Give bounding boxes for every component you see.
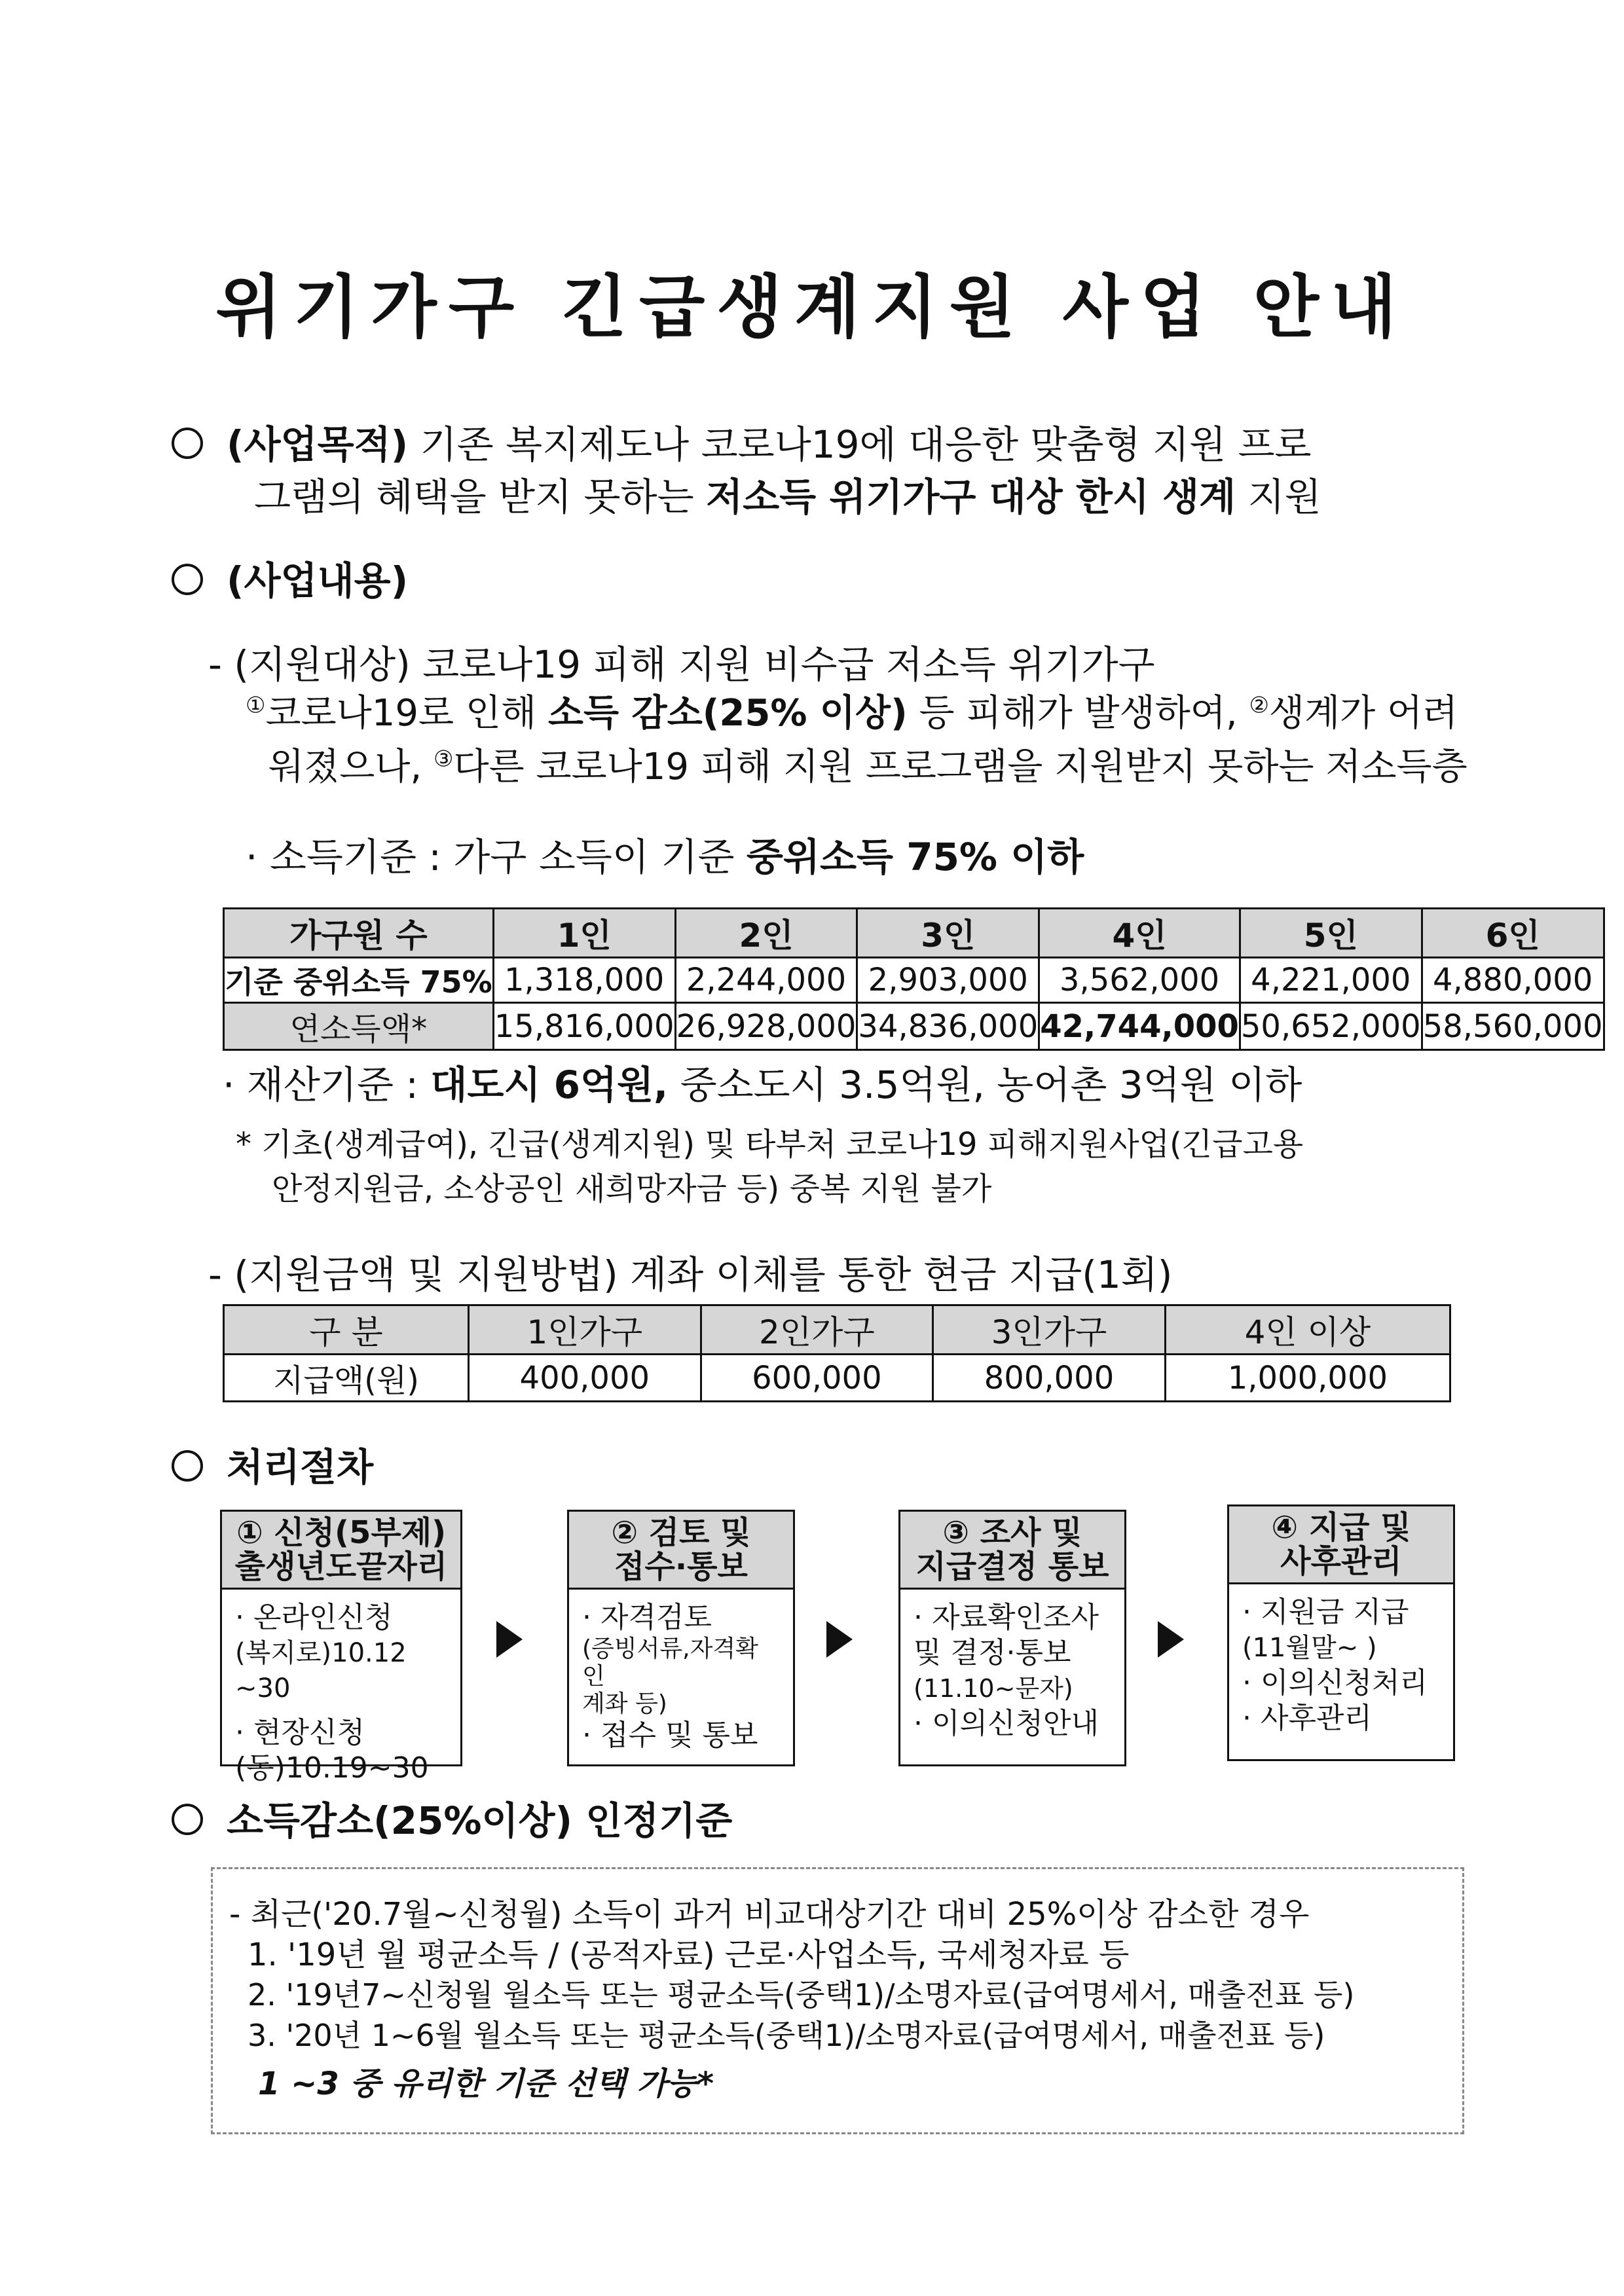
step-body [222, 1590, 460, 1796]
table-cell: 26,928,000 [675, 1003, 857, 1050]
target-text-2b: 다른 코로나19 피해 지원 프로그램을 지원받지 못하는 저소득층 [453, 746, 1467, 788]
amount-table-header [224, 1305, 1450, 1355]
property-text-b: 대도시 6억원, [430, 1063, 669, 1107]
purpose-text-2b: 저소득 위기가구 대상 한시 생계 [706, 475, 1236, 519]
marker-3: ③ [434, 746, 454, 773]
step-item: (복지로)10.12 ~30 [235, 1638, 407, 1704]
step-body [569, 1590, 793, 1764]
table-cell: 50,652,000 [1240, 1003, 1422, 1050]
procedure-step-2 [567, 1510, 795, 1766]
decrease-line-3: 3. '20년 1~6월 월소득 또는 평균소득(중택1)/소명자료(급여명세서, 매출전표 등) [248, 2018, 1325, 2053]
purpose-line-2 [254, 466, 1321, 521]
target-line-2 [268, 745, 1467, 789]
table-cell: 2,903,000 [857, 958, 1039, 1003]
header-cell: 6인 [1422, 909, 1604, 958]
step-header [900, 1512, 1124, 1590]
table-cell: 2,244,000 [675, 958, 857, 1003]
table-row [224, 1355, 1450, 1402]
header-cell: 1인가구 [469, 1305, 701, 1355]
target-text-1c: 등 피해가 발생하여, [907, 692, 1249, 735]
procedure-step-3 [898, 1510, 1126, 1766]
purpose-label: (사업목적) [227, 422, 409, 467]
decrease-line-0: - 최근('20.7월~신청월) 소득이 과거 비교대상기간 대비 25%이상 감소한 경우 [229, 1896, 1310, 1933]
step-item: · 자격검토 [582, 1601, 712, 1634]
table-cell: 3,562,000 [1039, 958, 1240, 1003]
purpose-text-2a: 그램의 혜택을 받지 못하는 [254, 475, 707, 519]
procedure-step-4 [1227, 1504, 1455, 1761]
header-cell: 3인 [857, 909, 1039, 958]
decrease-label: 소득감소(25%이상) 인정기준 [227, 1798, 733, 1843]
step-subtitle: 출생년도끝자리 [234, 1548, 448, 1585]
table-cell: 800,000 [933, 1355, 1166, 1402]
step-item: · 온라인신청 [235, 1601, 393, 1634]
row-label: 기준 중위소득 75% [224, 958, 494, 1003]
target-line-1 [246, 691, 1458, 735]
step-item: · 사후관리 [1242, 1702, 1372, 1735]
purpose-line-1 [172, 414, 1312, 469]
step-item: 계좌 등) [582, 1690, 667, 1717]
header-cell: 4인 [1039, 909, 1240, 958]
income-text-a: · 소득기준 : 가구 소득이 기준 [246, 835, 747, 879]
target-heading: - (지원대상) 코로나19 피해 지원 비수급 저소득 위기가구 [208, 642, 1155, 687]
header-cell: 2인가구 [701, 1305, 933, 1355]
amount-table [223, 1304, 1451, 1402]
decrease-line-1: 1. '19년 월 평균소득 / (공적자료) 근로·사업소득, 국세청자료 등 [248, 1937, 1130, 1973]
note-line-2: 안정지원금, 소상공인 새희망자금 등) 중복 지원 불가 [272, 1171, 992, 1207]
table-row [224, 958, 1604, 1003]
table-cell: 15,816,000 [493, 1003, 675, 1050]
step-header [569, 1512, 793, 1590]
table-cell: 400,000 [469, 1355, 701, 1402]
step-item: · 자료확인조사 [913, 1601, 1099, 1634]
property-criteria [223, 1054, 1302, 1109]
header-cell: 구 분 [224, 1305, 469, 1355]
step-header [1229, 1506, 1453, 1584]
circle-bullet-icon [172, 1450, 203, 1482]
header-cell: 1인 [493, 909, 675, 958]
purpose-text-1: 기존 복지제도나 코로나19에 대응한 맞춤형 지원 프로 [408, 422, 1312, 467]
arrow-right-icon [1158, 1621, 1184, 1658]
page-title: 위기가구 긴급생계지원 사업 안내 [215, 267, 1409, 347]
header-cell: 4인 이상 [1165, 1305, 1450, 1355]
step-subtitle: 지급결정 통보 [915, 1548, 1109, 1585]
circle-bullet-icon [172, 428, 203, 459]
header-cell: 2인 [675, 909, 857, 958]
circle-bullet-icon [172, 1804, 203, 1835]
table-cell: 42,744,000 [1039, 1003, 1240, 1050]
property-text-c: 중소도시 3.5억원, 농어촌 3억원 이하 [668, 1063, 1302, 1107]
decrease-line-2: 2. '19년7~신청월 월소득 또는 평균소득(중택1)/소명자료(급여명세서, 매출전표 등) [248, 1977, 1355, 2013]
target-text-2a: 워졌으나, [268, 746, 434, 788]
income-text-b: 중위소득 75% 이하 [746, 835, 1084, 879]
step-body [900, 1590, 1124, 1752]
step-title: ① 신청(5부제) [236, 1514, 447, 1551]
property-text-a: · 재산기준 : [223, 1063, 431, 1107]
procedure-heading [172, 1436, 373, 1491]
step-item: (11.10~문자) [913, 1674, 1073, 1703]
step-title: ④ 지급 및 [1271, 1509, 1411, 1546]
step-title: ③ 조사 및 [942, 1514, 1082, 1551]
income-criteria [246, 826, 1084, 881]
target-text-1b: 소득 감소(25% 이상) [547, 692, 908, 735]
step-item: (11월말~ ) [1242, 1633, 1377, 1663]
table-cell: 58,560,000 [1422, 1003, 1604, 1050]
step-item: (증빙서류,자격확인 [582, 1635, 758, 1690]
content-heading [172, 550, 408, 605]
marker-1: ① [246, 692, 266, 719]
step-item: · 접수 및 통보 [582, 1719, 758, 1752]
table-cell: 1,000,000 [1165, 1355, 1450, 1402]
table-cell: 600,000 [701, 1355, 933, 1402]
step-body [1229, 1584, 1453, 1747]
note-line-1: * 기초(생계급여), 긴급(생계지원) 및 타부처 코로나19 피해지원사업(긴급고용 [236, 1126, 1304, 1163]
step-subtitle: 접수·통보 [614, 1548, 748, 1585]
decrease-line-4: 1 ~3 중 유리한 기준 선택 가능* [258, 2066, 714, 2102]
purpose-text-2c: 지원 [1236, 475, 1321, 519]
step-item: (동)10.19~30 [235, 1751, 429, 1785]
circle-bullet-icon [172, 564, 203, 595]
header-cell: 5인 [1240, 909, 1422, 958]
marker-2: ② [1249, 692, 1269, 719]
decrease-heading [172, 1790, 732, 1845]
table-cell: 34,836,000 [857, 1003, 1039, 1050]
amount-heading: - (지원금액 및 지원방법) 계좌 이체를 통한 현금 지급(1회) [208, 1252, 1173, 1297]
step-item: · 이의신청처리 [1242, 1666, 1428, 1700]
target-text-1a: 코로나19로 인해 [265, 692, 548, 735]
income-table-header [224, 909, 1604, 958]
table-cell: 4,221,000 [1240, 958, 1422, 1003]
income-table [223, 907, 1605, 1051]
target-text-1d: 생계가 어려 [1268, 692, 1458, 735]
step-item: · 이의신청안내 [913, 1707, 1099, 1740]
header-cell: 가구원 수 [224, 909, 494, 958]
step-title: ② 검토 및 [611, 1514, 751, 1551]
step-header [222, 1512, 460, 1590]
row-label: 지급액(원) [224, 1355, 469, 1402]
table-cell: 4,880,000 [1422, 958, 1604, 1003]
step-item: · 지원금 지급 [1242, 1595, 1409, 1629]
step-item: · 현장신청 [235, 1716, 365, 1749]
procedure-label: 처리절차 [227, 1445, 374, 1489]
header-cell: 3인가구 [933, 1305, 1166, 1355]
procedure-step-1 [220, 1510, 462, 1785]
arrow-right-icon [496, 1621, 523, 1658]
step-subtitle: 사후관리 [1280, 1543, 1402, 1580]
step-item: 및 결정·통보 [913, 1636, 1071, 1669]
row-label: 연소득액* [224, 1003, 494, 1050]
table-cell: 1,318,000 [493, 958, 675, 1003]
table-row [224, 1003, 1604, 1050]
arrow-right-icon [826, 1621, 853, 1658]
content-label: (사업내용) [227, 558, 409, 603]
